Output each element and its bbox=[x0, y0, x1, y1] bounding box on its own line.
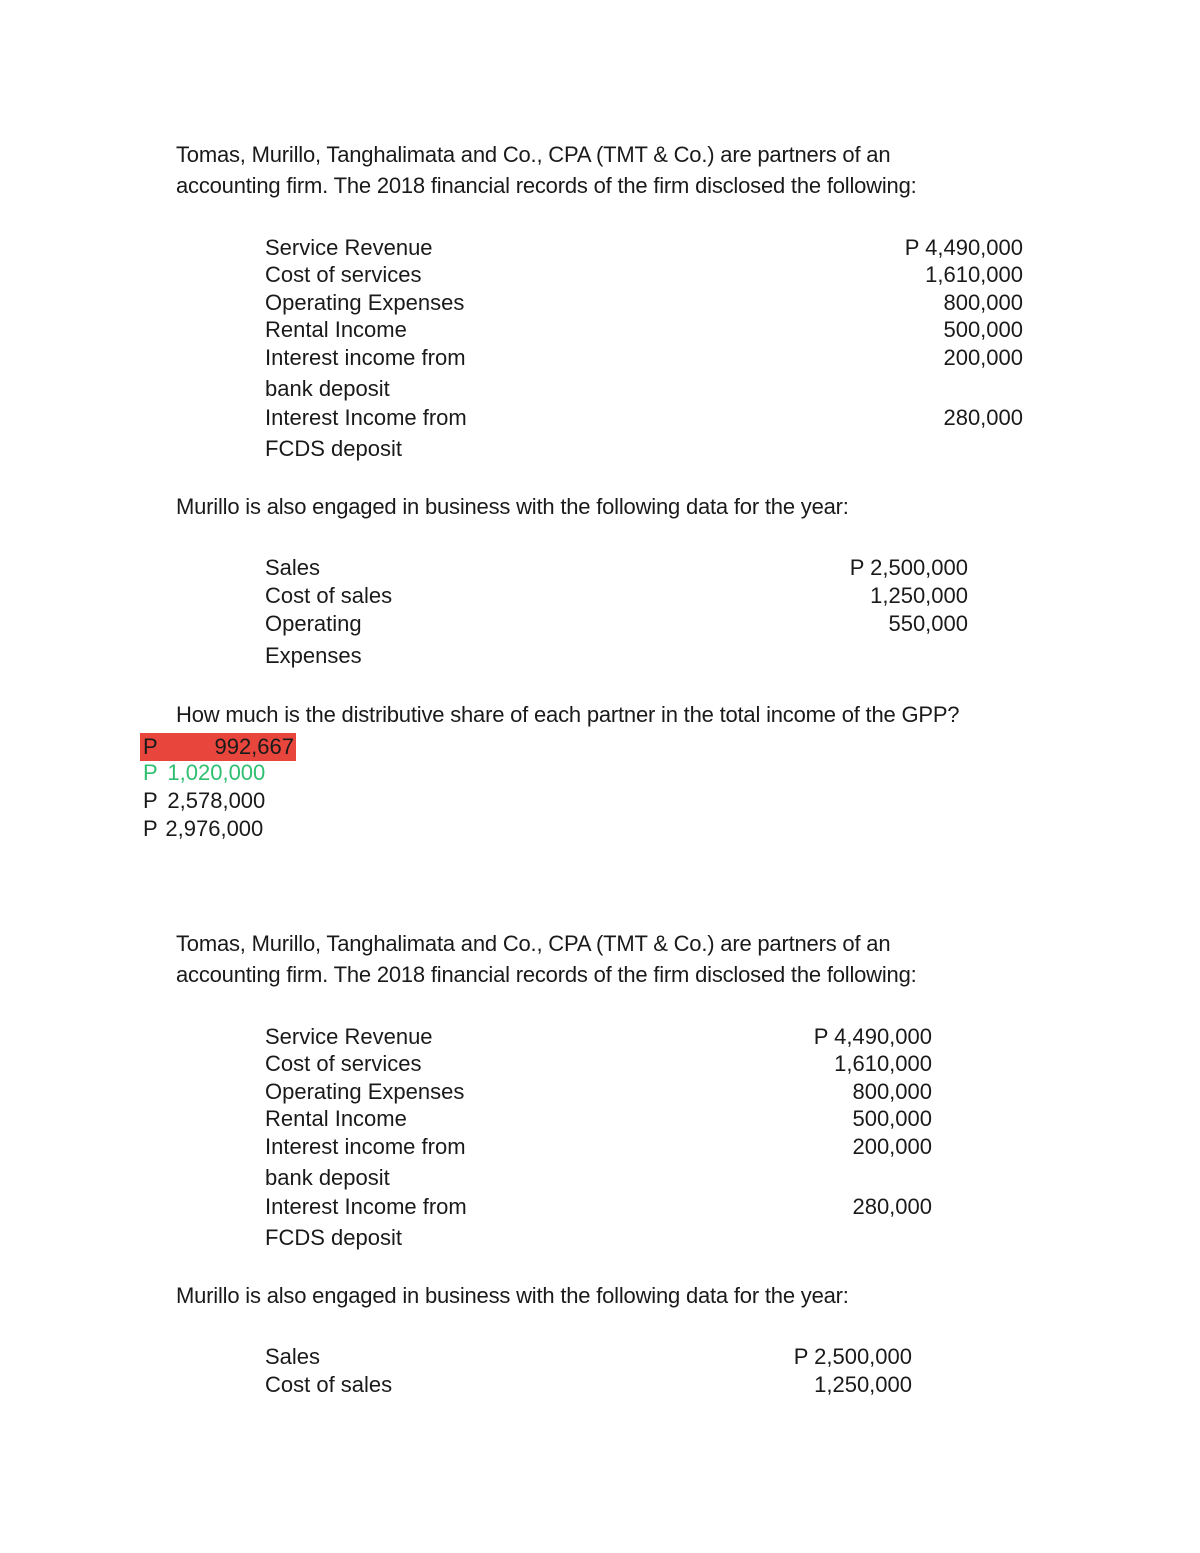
record-value: 1,610,000 bbox=[925, 262, 1023, 287]
record-value: 200,000 bbox=[943, 345, 1023, 370]
record-value: 500,000 bbox=[852, 1106, 932, 1131]
record-label: Interest Income from bbox=[265, 1194, 467, 1219]
question: How much is the distributive share of each partner in the total income of the GPP? bbox=[176, 702, 960, 727]
murillo-value: 1,250,000 bbox=[870, 583, 968, 608]
record-value: 1,610,000 bbox=[834, 1051, 932, 1076]
murillo-intro: Murillo is also engaged in business with the following data for the year: bbox=[176, 494, 849, 519]
option-prefix: P bbox=[143, 760, 158, 785]
record-value: P 4,490,000 bbox=[904, 235, 1023, 260]
record-value: 200,000 bbox=[852, 1134, 932, 1159]
record-label: Service Revenue bbox=[265, 235, 433, 260]
murillo-value: P 2,500,000 bbox=[793, 1344, 912, 1369]
record-label: Cost of services bbox=[265, 262, 422, 287]
record-label-cont: FCDS deposit bbox=[265, 436, 402, 461]
record-label: Rental Income bbox=[265, 1106, 407, 1131]
record-label: Interest income from bbox=[265, 345, 466, 370]
record-value: P 4,490,000 bbox=[813, 1024, 932, 1049]
option-prefix: P bbox=[143, 734, 158, 759]
answer-option[interactable] bbox=[143, 816, 263, 842]
record-value: 280,000 bbox=[943, 405, 1023, 430]
murillo-label: Sales bbox=[265, 1344, 321, 1369]
option-amount: 1,020,000 bbox=[167, 760, 266, 785]
record-label-cont: FCDS deposit bbox=[265, 1225, 402, 1250]
murillo-value: 1,250,000 bbox=[814, 1372, 912, 1397]
murillo-value: P 2,500,000 bbox=[849, 555, 968, 580]
answer-option-wrong[interactable] bbox=[140, 733, 296, 761]
murillo-label: Cost of sales bbox=[265, 583, 393, 608]
intro-line-1: Tomas, Murillo, Tanghalimata and Co., CPA (TMT & Co.) are partners of an bbox=[176, 142, 891, 167]
record-label: Operating Expenses bbox=[265, 1079, 465, 1104]
intro-line-1: Tomas, Murillo, Tanghalimata and Co., CPA (TMT & Co.) are partners of an bbox=[176, 931, 891, 956]
murillo-label: Operating bbox=[265, 611, 362, 636]
option-prefix: P bbox=[143, 788, 158, 813]
record-value: 800,000 bbox=[943, 290, 1023, 315]
record-label-cont: bank deposit bbox=[265, 1165, 390, 1190]
record-value: 800,000 bbox=[852, 1079, 932, 1104]
record-label-cont: bank deposit bbox=[265, 376, 390, 401]
option-amount: 2,976,000 bbox=[165, 816, 264, 841]
record-label: Interest income from bbox=[265, 1134, 466, 1159]
record-label: Interest Income from bbox=[265, 405, 467, 430]
record-value: 280,000 bbox=[852, 1194, 932, 1219]
murillo-label: Sales bbox=[265, 555, 321, 580]
murillo-label-cont: Expenses bbox=[265, 643, 362, 668]
option-amount: 992,667 bbox=[214, 734, 294, 759]
answer-option-correct[interactable] bbox=[143, 760, 265, 786]
murillo-intro: Murillo is also engaged in business with the following data for the year: bbox=[176, 1283, 849, 1308]
record-label: Service Revenue bbox=[265, 1024, 433, 1049]
record-label: Cost of services bbox=[265, 1051, 422, 1076]
intro-line-2: accounting firm. The 2018 financial records of the firm disclosed the following: bbox=[176, 962, 917, 987]
intro-line-2: accounting firm. The 2018 financial records of the firm disclosed the following: bbox=[176, 173, 917, 198]
record-value: 500,000 bbox=[943, 317, 1023, 342]
option-prefix: P bbox=[143, 816, 158, 841]
answer-option[interactable] bbox=[143, 788, 265, 814]
option-amount: 2,578,000 bbox=[167, 788, 266, 813]
murillo-value: 550,000 bbox=[888, 611, 968, 636]
record-label: Operating Expenses bbox=[265, 290, 465, 315]
record-label: Rental Income bbox=[265, 317, 407, 342]
murillo-label: Cost of sales bbox=[265, 1372, 393, 1397]
